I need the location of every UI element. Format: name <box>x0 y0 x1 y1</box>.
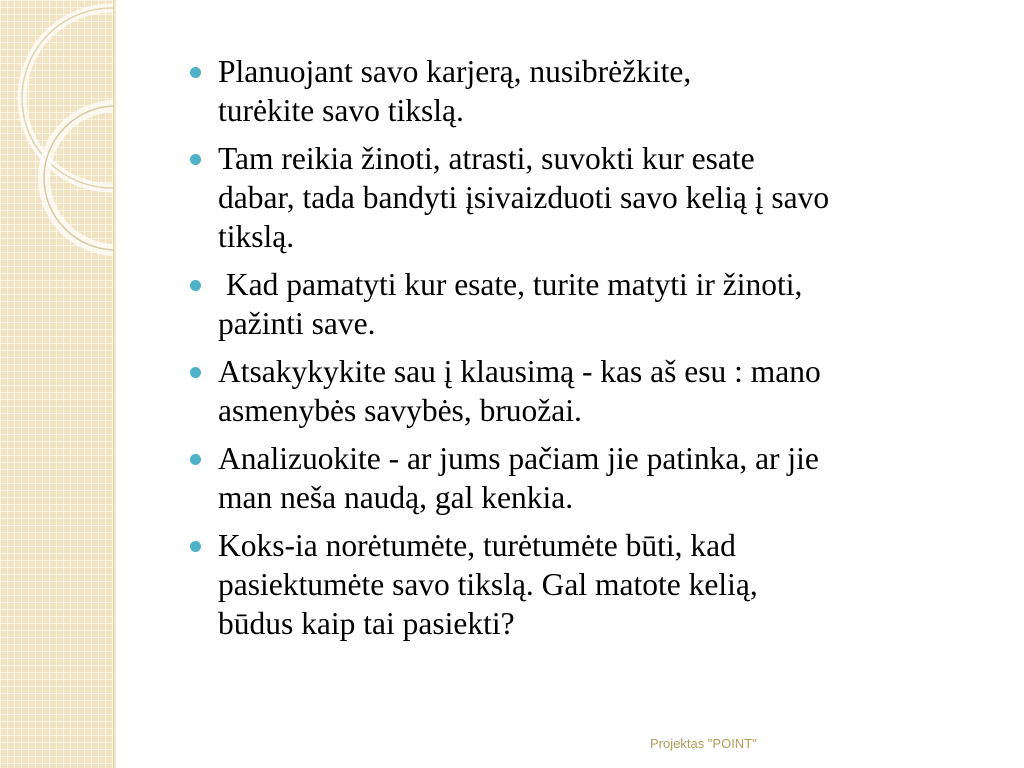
decorative-side-panel <box>0 0 113 768</box>
decorative-rings <box>0 0 113 300</box>
bullet-item-6 <box>190 526 1000 643</box>
bullet-item-1 <box>190 52 1000 130</box>
bullet-icon <box>190 541 201 552</box>
bullet-line: Analizuokite - ar jums pačiam jie patinka, ar jie <box>218 441 819 476</box>
bullet-icon <box>190 154 201 165</box>
bullet-item-3 <box>190 265 1000 343</box>
bullet-line: pasiektumėte savo tikslą. Gal matote kelią, <box>218 567 758 602</box>
bullet-icon <box>190 454 201 465</box>
side-panel-edge <box>113 0 116 768</box>
footer-text: Projektas "POINT" <box>650 736 757 751</box>
bullet-line: pažinti save. <box>218 306 376 341</box>
large-ring-outline <box>22 8 113 188</box>
bullet-line: Koks-ia norėtumėte, turėtumėte būti, kad <box>218 528 736 563</box>
bullet-icon <box>190 367 201 378</box>
bullet-item-5 <box>190 439 1000 517</box>
bullet-line: būdus kaip tai pasiekti? <box>218 606 515 641</box>
bullet-icon <box>190 280 201 291</box>
bullet-item-4 <box>190 352 1000 430</box>
bullet-line: asmenybės savybės, bruožai. <box>218 393 582 428</box>
bullet-line: Atsakykykite sau į klausimą - kas aš esu : mano <box>218 354 821 389</box>
bullet-line: man neša naudą, gal kenkia. <box>218 480 574 515</box>
bullet-line: Tam reikia žinoti, atrasti, suvokti kur esate <box>218 141 755 176</box>
bullet-line: turėkite savo tikslą. <box>218 93 464 128</box>
bullet-icon <box>190 67 201 78</box>
bullet-list <box>190 52 1000 652</box>
bullet-line: tikslą. <box>218 219 295 254</box>
bullet-item-2 <box>190 139 1000 256</box>
bullet-line: Kad pamatyti kur esate, turite matyti ir žinoti, <box>218 267 803 302</box>
bullet-line: dabar, tada bandyti įsivaizduoti savo kelią į savo <box>218 180 830 215</box>
large-ring <box>22 8 113 188</box>
bullet-line: Planuojant savo karjerą, nusibrėžkite, <box>218 54 692 89</box>
